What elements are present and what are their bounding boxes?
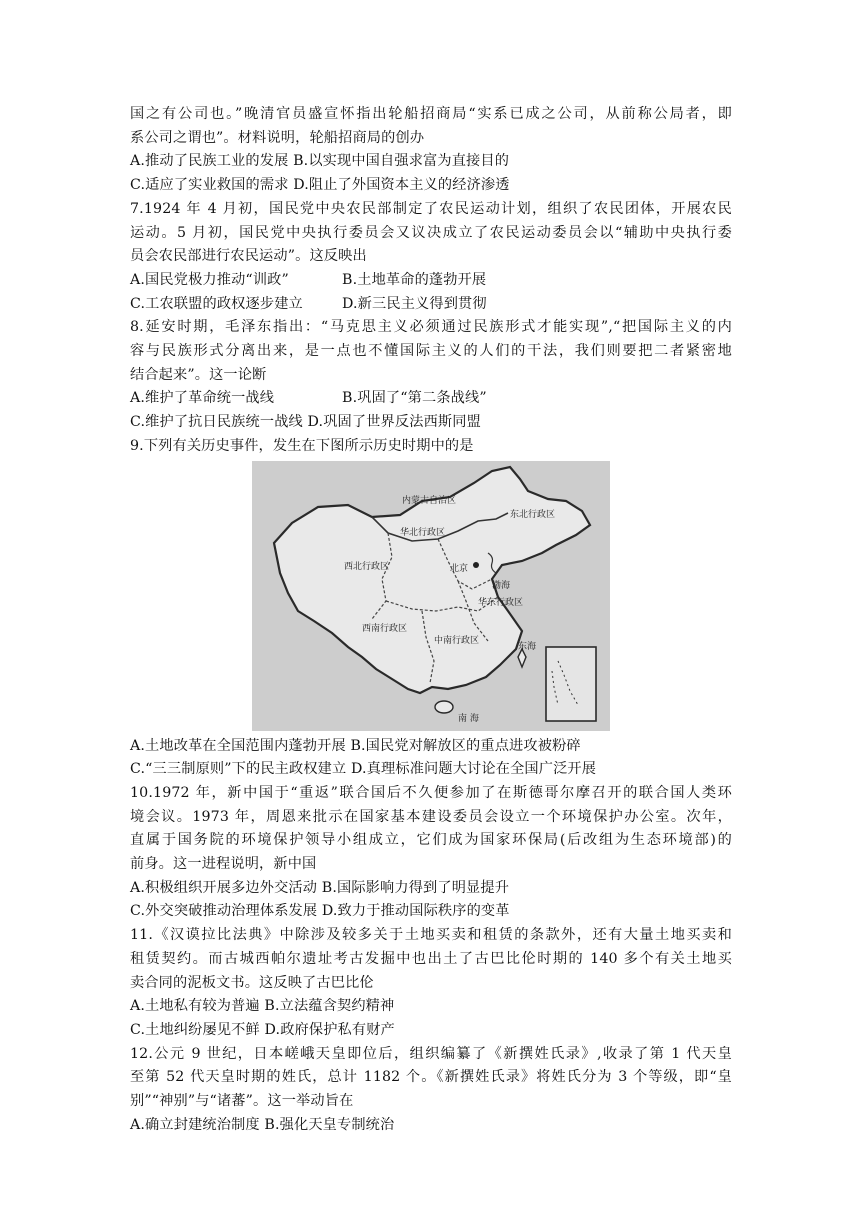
text-line: 9.下列有关历史事件，发生在下图所示历史时期中的是: [130, 437, 474, 454]
option-line: C.适应了实业救国的需求 D.阻止了外国资本主义的经济渗透: [130, 177, 510, 194]
map-label: 华东行政区: [478, 597, 524, 608]
q11-block: [130, 924, 732, 1043]
option-line: C.外交突破推动治理体系发展 D.致力于推动国际秩序的变革: [130, 903, 510, 920]
china-map-figure: [252, 461, 610, 731]
option-line: C.维护了抗日民族统一战线 D.巩固了世界反法西斯同盟: [130, 414, 481, 431]
q10-block: [130, 782, 732, 924]
hainan-island: [435, 701, 453, 713]
option-b: B.巩固了“第二条战线”: [342, 390, 487, 407]
map-label: 华北行政区: [400, 527, 446, 538]
option-line: C.“三三制原则”下的民主政权建立 D.真理标准问题大讨论在全国广泛开展: [130, 761, 597, 778]
text-line: 7.1924 年 4 月初，国民党中央农民部制定了农民运动计划，组织了农民团体，开展农民: [130, 200, 732, 217]
option-line: A.推动了民族工业的发展 B.以实现中国自强求富为直接目的: [130, 153, 510, 170]
option-b: B.土地革命的蓬勃开展: [342, 271, 487, 288]
inset-box: [546, 647, 596, 721]
map-label: 渤海: [492, 580, 511, 591]
text-line: 国之有公司也。”晚清官员盛宣怀指出轮船招商局“实系已成之公司，从前称公局者，即: [130, 106, 732, 122]
map-label: 北京: [450, 563, 469, 574]
q8-block: [130, 316, 732, 435]
text-line: 系公司之谓也”。材料说明，轮船招商局的创办: [130, 129, 425, 146]
option-line: [130, 293, 732, 317]
option-line: A.土地改革在全国范围内蓬勃开展 B.国民党对解放区的重点进攻被粉碎: [130, 737, 581, 754]
text-line: 卖合同的泥板文书。这反映了古巴比伦: [130, 974, 374, 991]
text-line: 10.1972 年，新中国于“重返”联合国后不久便参加了在斯德哥尔摩召开的联合国人类环: [130, 784, 732, 801]
option-a: A.国民党极力推动“训政”: [130, 271, 289, 288]
text-line: 8.延安时期，毛泽东指出：“马克思主义必须通过民族形式才能实现”,“把国际主义的内: [130, 319, 732, 336]
figure-wrap: [130, 461, 732, 731]
q12-block: [130, 1043, 732, 1138]
text-line: 容与民族形式分离出来，是一点也不懂国际主义的人们的干法，我们则要把二者紧密地: [130, 343, 732, 360]
q7-block: [130, 198, 732, 317]
option-line: A.土地私有较为普遍 B.立法蕴含契约精神: [130, 998, 395, 1015]
q6-block: [130, 103, 732, 198]
beijing-marker: [473, 562, 479, 568]
text-line: 至第 52 代天皇时期的姓氏，总计 1182 个。《新撰姓氏录》将姓氏分为 3 个等级，即“皇: [130, 1069, 732, 1086]
map-label: 西北行政区: [344, 561, 390, 572]
option-a: A.维护了革命统一战线: [130, 390, 275, 407]
map-label: 中南行政区: [434, 635, 480, 646]
option-c: C.工农联盟的政权逐步建立: [130, 295, 303, 312]
text-line: 运动。5 月初，国民党中央执行委员会又议决成立了农民运动委员会以“辅助中央执行委: [130, 224, 732, 241]
map-label: 西南行政区: [362, 623, 408, 634]
text-line: 员会农民部进行农民运动”。这反映出: [130, 248, 367, 265]
text-line: 前身。这一进程说明，新中国: [130, 856, 317, 873]
q9-block: [130, 435, 732, 782]
option-line: [130, 269, 732, 293]
option-line: A.积极组织开展多边外交活动 B.国际影响力得到了明显提升: [130, 879, 510, 896]
text-line: 境会议。1973 年，周恩来批示在国家基本建设委员会设立一个环境保护办公室。次年，: [130, 808, 732, 825]
text-line: 12.公元 9 世纪，日本嵯峨天皇即位后，组织编纂了《新撰姓氏录》,收录了第 1 代天皇: [130, 1045, 732, 1062]
option-line: [130, 387, 732, 411]
option-line: C.土地纠纷屡见不鲜 D.政府保护私有财产: [130, 1021, 395, 1038]
map-label: 东海: [518, 641, 537, 652]
text-line: 直属于国务院的环境保护领导小组成立，它们成为国家环保局(后改组为生态环境部)的: [130, 832, 732, 849]
text-line: 11.《汉谟拉比法典》中除涉及较多关于土地买卖和租赁的条款外，还有大量土地买卖和: [130, 927, 732, 944]
map-label: 南 海: [458, 713, 479, 724]
text-line: 租赁契约。而古城西帕尔遗址考古发掘中也出土了古巴比伦时期的 140 多个有关土地买: [130, 950, 732, 967]
text-line: 结合起来”。这一论断: [130, 366, 267, 383]
map-label: 内蒙古自治区: [402, 495, 457, 506]
option-line: A.确立封建统治制度 B.强化天皇专制统治: [130, 1116, 395, 1133]
option-d: D.新三民主义得到贯彻: [342, 295, 487, 312]
map-label: 东北行政区: [510, 509, 556, 520]
text-line: 别”“神别”与“诸蕃”。这一举动旨在: [130, 1093, 354, 1110]
